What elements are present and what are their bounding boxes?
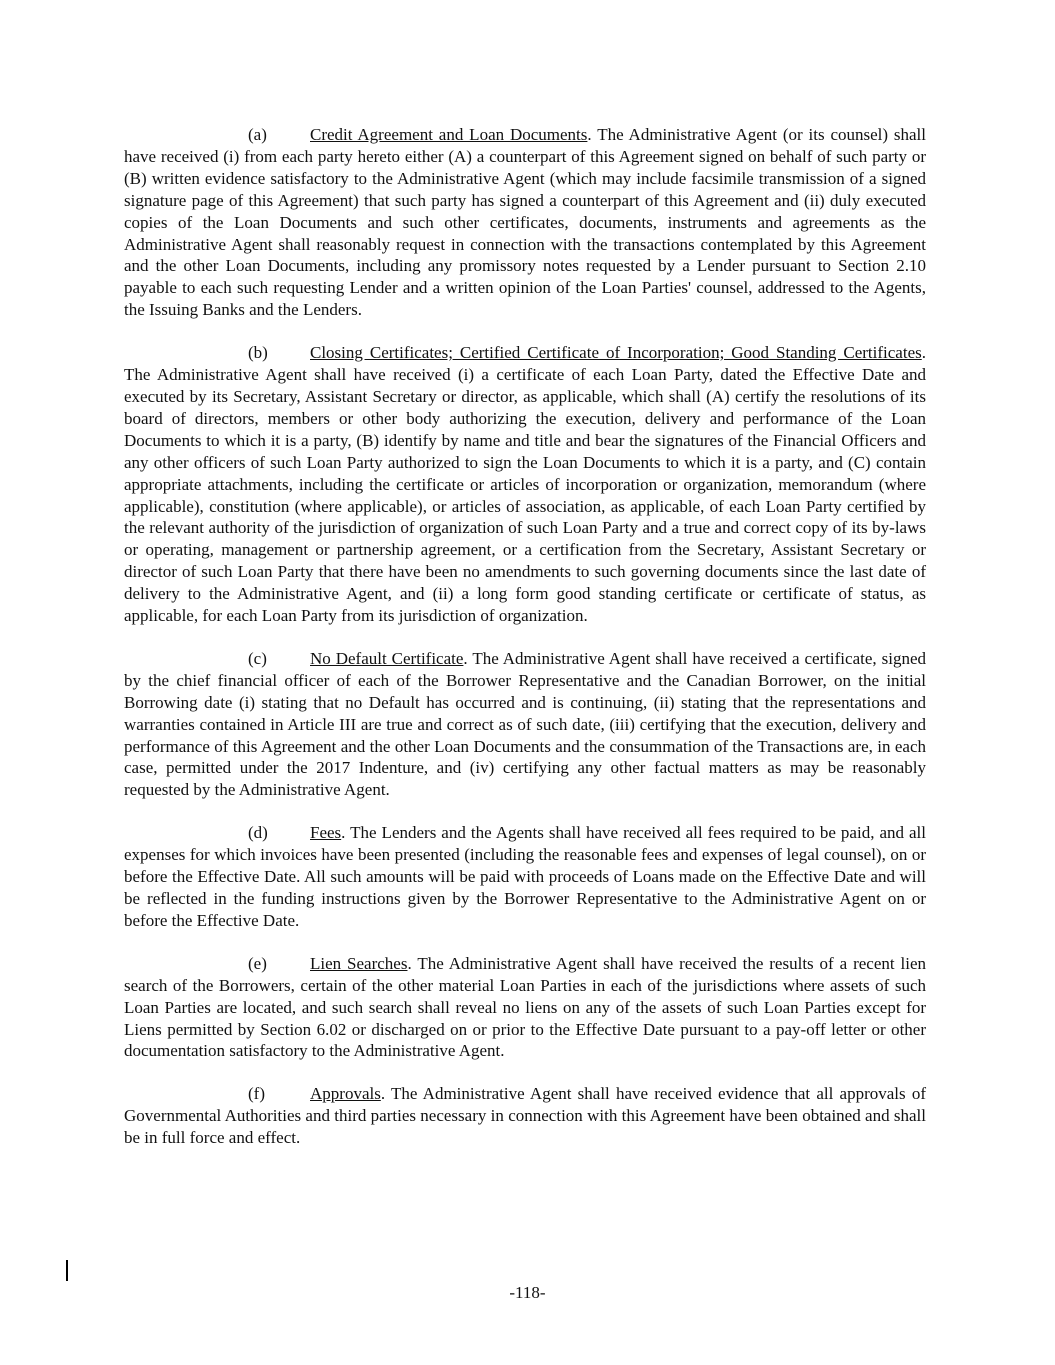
paragraph-d: [124, 822, 926, 932]
paragraph-a: [124, 124, 926, 321]
paragraph-label: (b): [248, 343, 268, 363]
paragraph-label: (f): [248, 1084, 265, 1104]
paragraph-text: . The Administrative Agent shall have received (i) a certificate of each Loan Party, dated the Effective Date and executed by its Secretary, Assistant Secretary or director, as applicable, which shall (A) certify the resolutions of its board of directors, members or other body authorizing the execution, delivery and performance of the Loan Documents to which it is a party, (B) identify by name and title and bear the signatures of the Financial Officers and any other officers of such Loan Party authorized to sign the Loan Documents to which it is a party, and (C) contain appropriate attachments, including the certificate or articles of incorporation or organization, memorandum (where applicable), constitution (where applicable), or articles of association, as applicable, of each Loan Party certified by the relevant authority of the jurisdiction of organization of such Loan Party and a true and correct copy of its by-laws or operating, management or partnership agreement, or a certification from the Secretary, Assistant Secretary or director of such Loan Party that there have been no amendments to such governing documents since the last date of delivery to the Administrative Agent, and (ii) a long form good standing certificate or certificate of status, as applicable, for each Loan Party from its jurisdiction of organization.: [124, 343, 926, 626]
paragraph-heading: Lien Searches: [310, 953, 408, 973]
paragraph-label: (c): [248, 648, 267, 668]
paragraph-heading: Approvals: [310, 1084, 381, 1104]
paragraph-heading: Closing Certificates; Certified Certificate of Incorporation; Good Standing Certificates: [310, 343, 922, 363]
paragraph-text: . The Administrative Agent (or its counsel) shall have received (i) from each party hereto either (A) a counterpart of this Agreement signed on behalf of such party or (B) written evidence satisfactory to the Administrative Agent (which may include facsimile transmission of a signed signature page of this Agreement) that such party has signed a counterpart of this Agreement and (ii) duly executed copies of the Loan Documents and such other certificates, documents, instruments and agreements as the Administrative Agent shall reasonably request in connection with the transactions contemplated by this Agreement and the other Loan Documents, including any promissory notes requested by a Lender pursuant to Section 2.10 payable to each such requesting Lender and a written opinion of the Loan Parties' counsel, addressed to the Agents, the Issuing Banks and the Lenders.: [124, 125, 926, 320]
paragraph-f: [124, 1083, 926, 1149]
paragraph-heading: No Default Certificate: [310, 648, 464, 668]
paragraph-text: . The Administrative Agent shall have received a certificate, signed by the chief financial officer of each of the Borrower Representative and the Canadian Borrower, on the initial Borrowing date (i) stating that no Default has occurred and is continuing, (ii) stating that the representations and warranties contained in Article III are true and correct as of such date, (iii) certifying that the execution, delivery and performance of this Agreement and the other Loan Documents and the consummation of the Transactions are, in each case, permitted under the 2017 Indenture, and (iv) certifying any other factual matters as may be reasonably requested by the Administrative Agent.: [124, 648, 926, 800]
paragraph-text: . The Administrative Agent shall have received the results of a recent lien search of the Borrowers, certain of the other material Loan Parties in each of the jurisdictions where assets of such Loan Parties are located, and such search shall reveal no liens on any of the assets of such Loan Parties except for Liens permitted by Section 6.02 or discharged on or prior to the Effective Date pursuant to a pay-off letter or other documentation satisfactory to the Administrative Agent.: [124, 953, 926, 1061]
document-body: [124, 124, 926, 1170]
paragraph-label: (a): [248, 125, 267, 144]
paragraph-text: . The Administrative Agent shall have received evidence that all approvals of Governmental Authorities and third parties necessary in connection with this Agreement have been obtained and shall be in full force and effect.: [124, 1084, 926, 1148]
paragraph-c: [124, 648, 926, 801]
revision-bar: [66, 1260, 68, 1281]
paragraph-label: (e): [248, 953, 267, 973]
page-number: -118-: [509, 1283, 546, 1302]
paragraph-b: [124, 342, 926, 627]
paragraph-heading: Fees: [310, 823, 342, 843]
paragraph-heading: Credit Agreement and Loan Documents: [310, 125, 588, 144]
paragraph-label: (d): [248, 823, 268, 843]
paragraph-e: [124, 953, 926, 1063]
paragraph-text: . The Lenders and the Agents shall have received all fees required to be paid, and all expenses for which invoices have been presented (including the reasonable fees and expenses of legal counsel), on or before the Effective Date. All such amounts will be paid with proceeds of Loans made on the Effective Date and will be reflected in the funding instructions given by the Borrower Representative to the Administrative Agent on or before the Effective Date.: [124, 823, 926, 930]
